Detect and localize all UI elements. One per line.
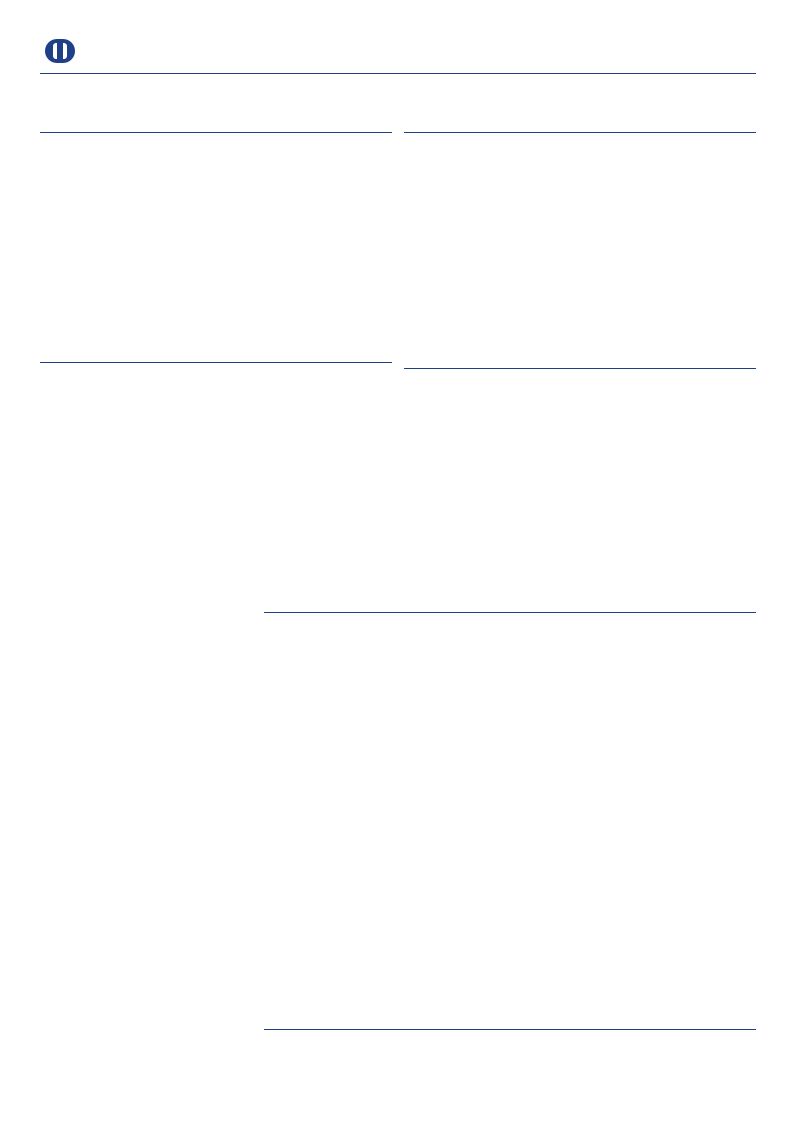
- figure11-bottom-rule: [264, 1029, 756, 1030]
- figure9-rule: [40, 132, 392, 133]
- figure11-rule: [264, 612, 756, 613]
- figure9-bottom-rule: [40, 362, 392, 363]
- figure10-image: [480, 128, 676, 368]
- company-logo-icon: [44, 38, 76, 64]
- figure10-bottom-rule: [404, 368, 756, 369]
- figure11-chart: [264, 614, 756, 1024]
- page-header: [40, 30, 756, 74]
- figure9-image: [44, 148, 384, 340]
